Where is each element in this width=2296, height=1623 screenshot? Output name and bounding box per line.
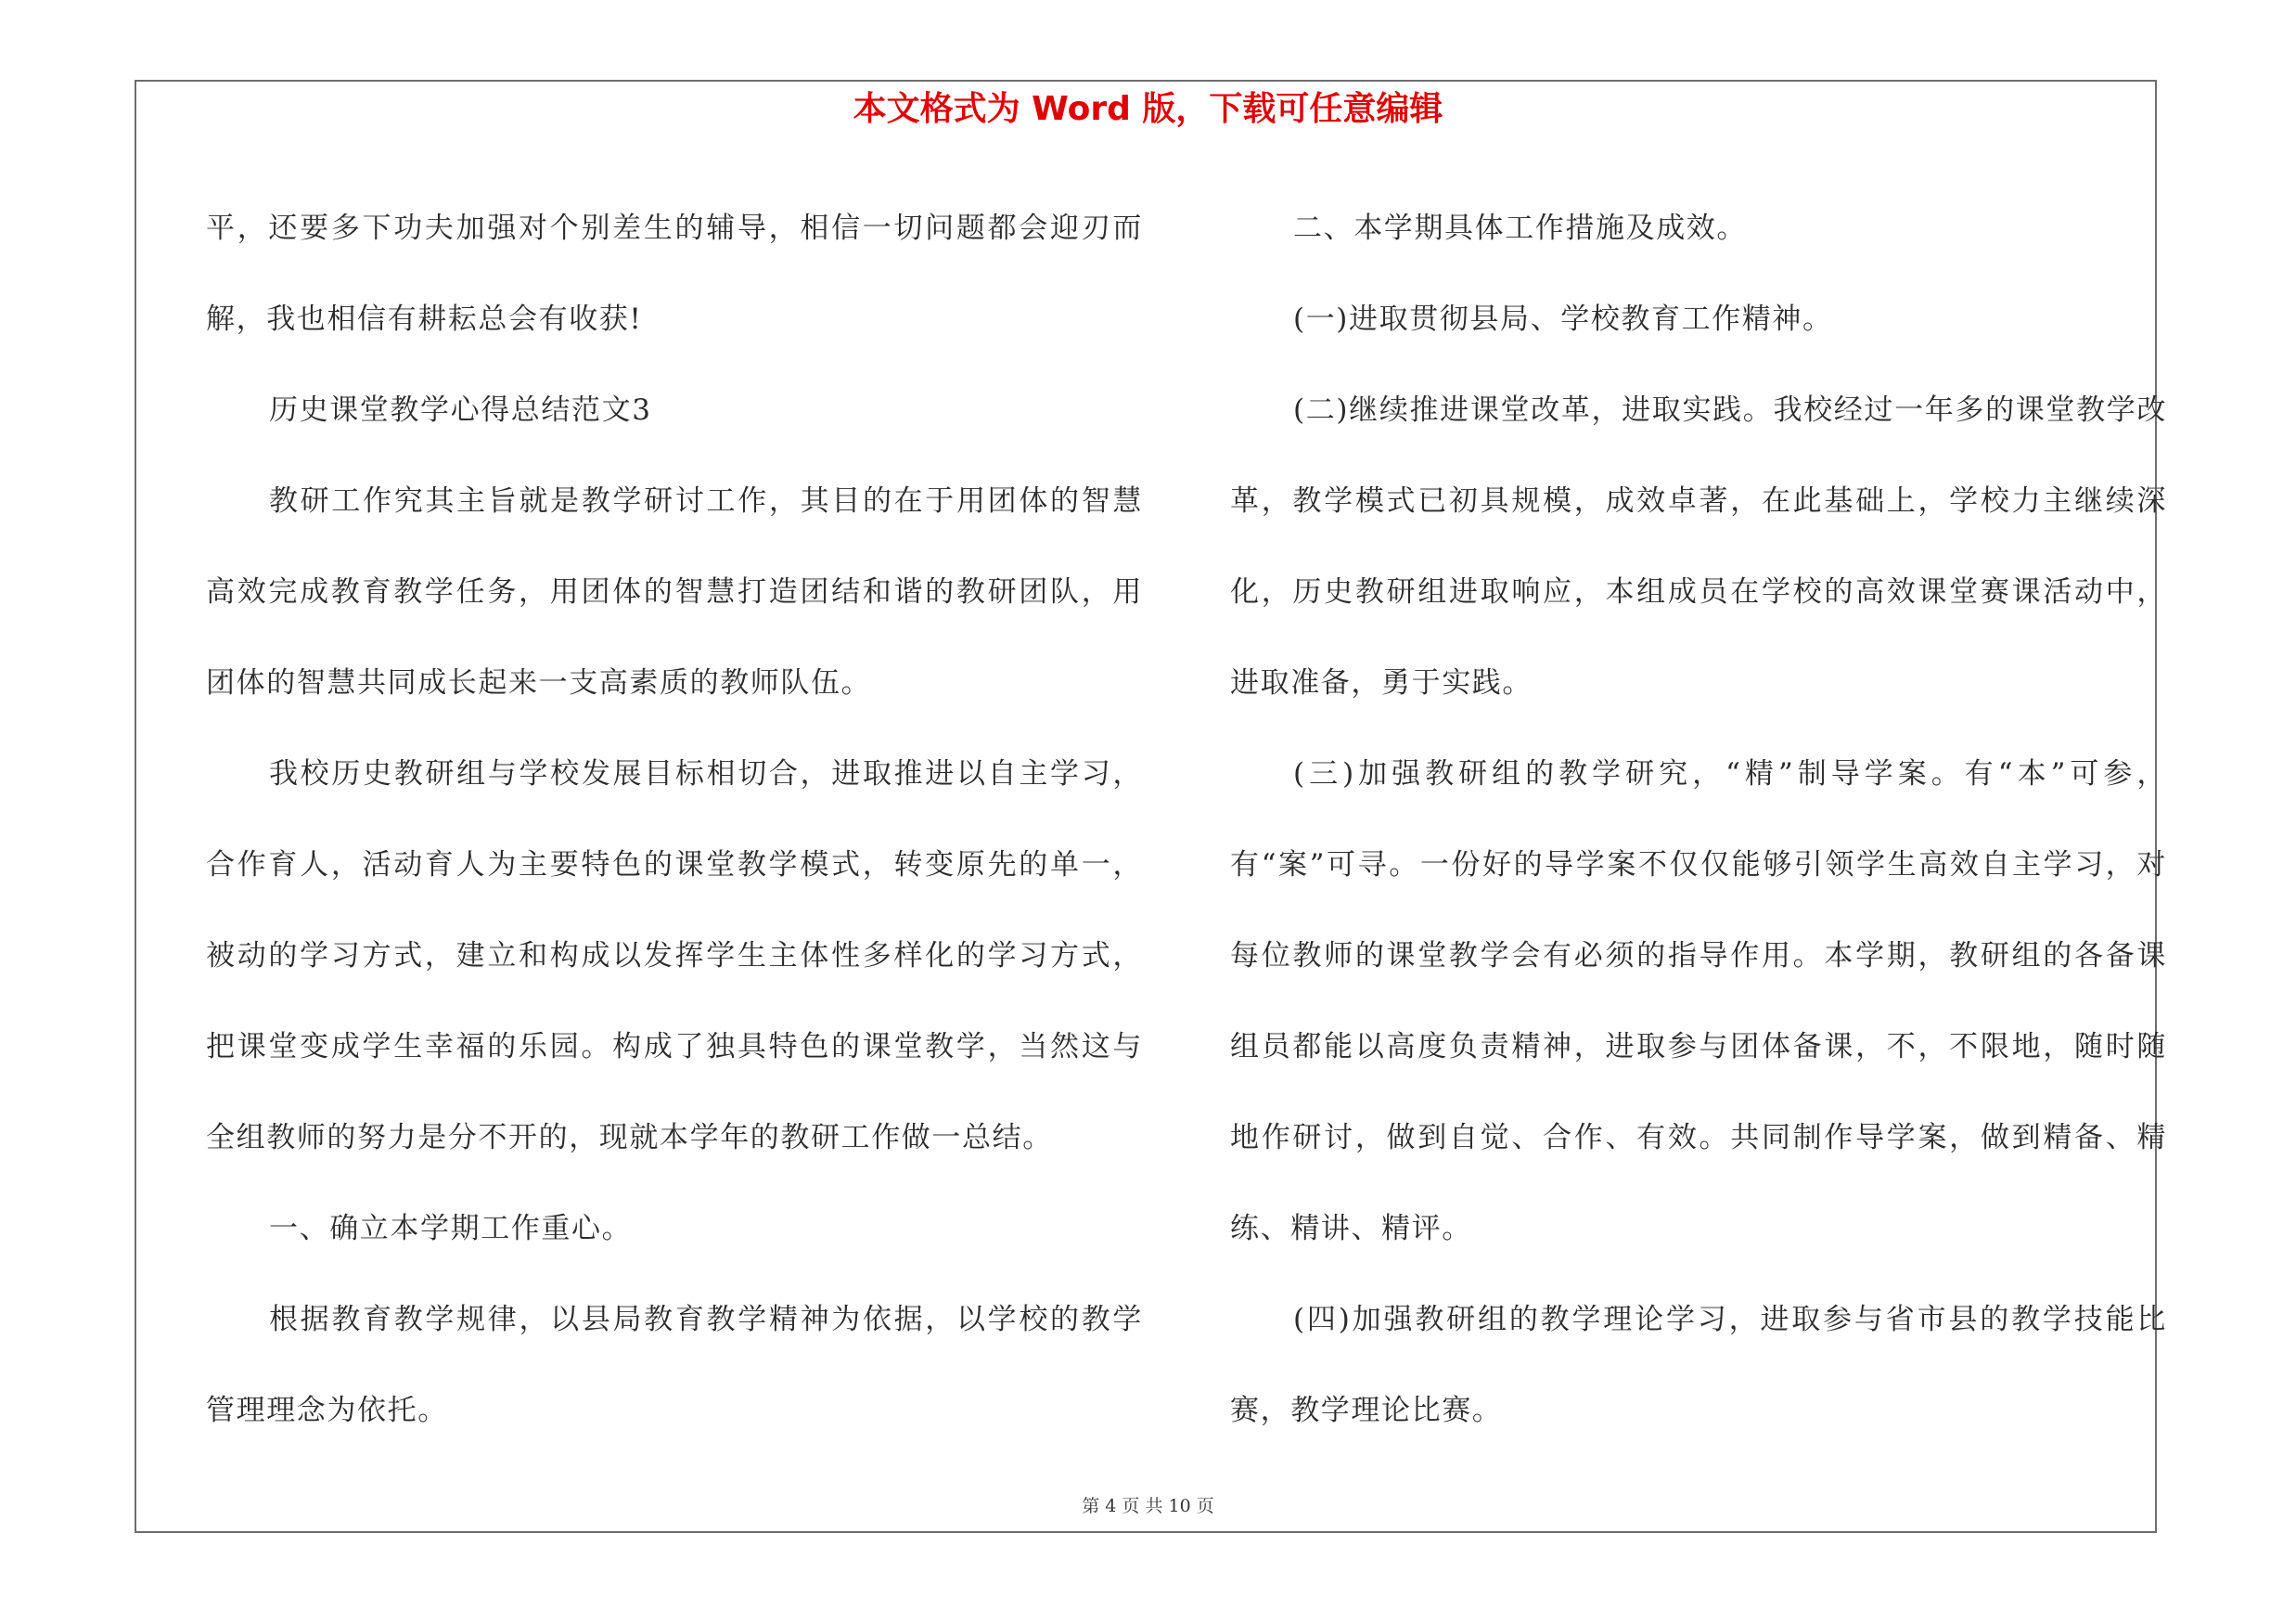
right-text-column: [1230, 183, 2167, 1456]
section-heading: 二、本学期具体工作措施及成效。: [1293, 212, 1747, 245]
section-heading: 一、确立本学期工作重心。: [269, 1212, 633, 1245]
word-format-notice: 本文格式为 Word 版，下载可任意编辑: [853, 90, 1443, 128]
paragraph: (二)继续推进课堂改革，进取实践。我校经过一年多的课堂教学改革，教学模式已初具规模，成效卓著，在此基础上，学校力主继续深化，历史教研组进取响应，本组成员在学校的高效课堂赛课活动中，进取准备，勇于实践。: [1230, 393, 2167, 700]
paragraph: 平，还要多下功夫加强对个别差生的辅导，相信一切问题都会迎刃而解，我也相信有耕耘总会有收获!: [206, 212, 1143, 336]
paragraph: (三)加强教研组的教学研究，“精”制导学案。有“本”可参，有“案”可寻。一份好的导学案不仅仅能够引领学生高效自主学习，对每位教师的课堂教学会有必须的指导作用。本学期，教研组的各备课组员都能以高度负责精神，进取参与团体备课，不，不限地，随时随地作研讨，做到自觉、合作、有效。共同制作导学案，做到精备、精练、精讲、精评。: [1230, 757, 2167, 1245]
left-text-column: [206, 183, 1143, 1456]
section-heading: 历史课堂教学心得总结范文3: [269, 393, 652, 427]
paragraph: 我校历史教研组与学校发展目标相切合，进取推进以自主学习，合作育人，活动育人为主要特色的课堂教学模式，转变原先的单一，被动的学习方式，建立和构成以发挥学生主体性多样化的学习方式，把课堂变成学生幸福的乐园。构成了独具特色的课堂教学，当然这与全组教师的努力是分不开的，现就本学年的教研工作做一总结。: [206, 757, 1143, 1154]
paragraph: 教研工作究其主旨就是教学研讨工作，其目的在于用团体的智慧高效完成教育教学任务，用团体的智慧打造团结和谐的教研团队，用团体的智慧共同成长起来一支高素质的教师队伍。: [206, 484, 1143, 700]
paragraph: (四)加强教研组的教学理论学习，进取参与省市县的教学技能比赛，教学理论比赛。: [1230, 1303, 2167, 1427]
paragraph: (一)进取贯彻县局、学校教育工作精神。: [1293, 303, 1833, 336]
page-number: 第 4 页 共 10 页: [1082, 1496, 1214, 1516]
paragraph: 根据教育教学规律，以县局教育教学精神为依据，以学校的教学管理理念为依托。: [206, 1303, 1143, 1427]
